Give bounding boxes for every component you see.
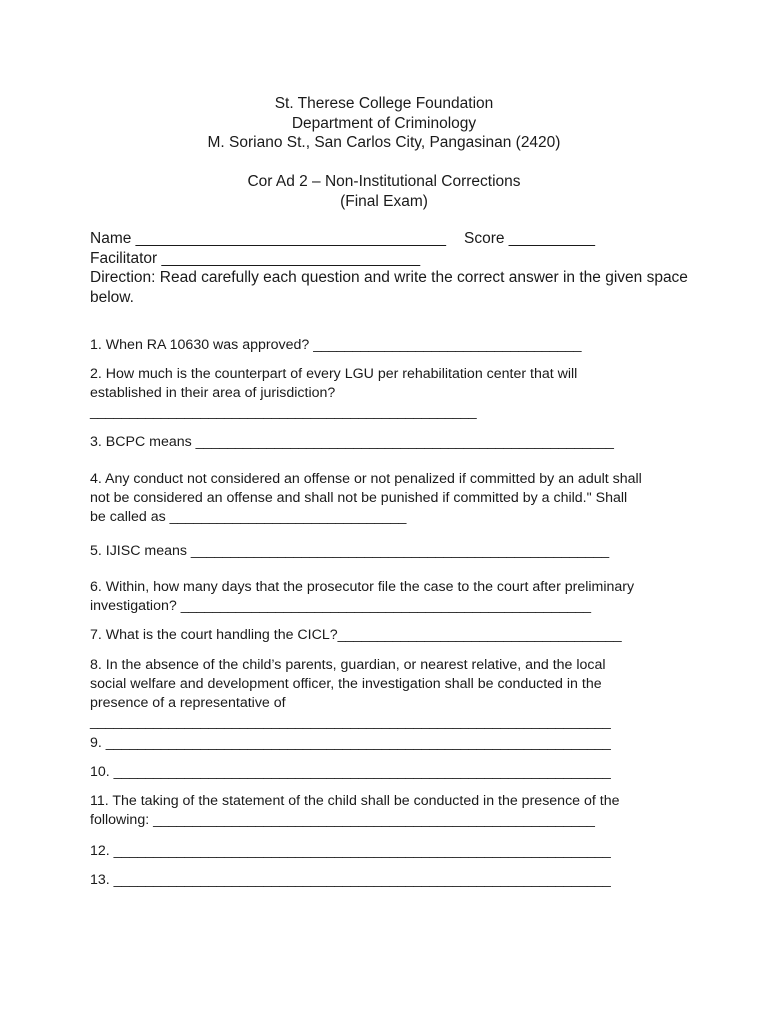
score-field: Score __________ xyxy=(464,230,596,247)
question-1: 1. When RA 10630 was approved? __________________________________ xyxy=(90,337,582,353)
course-title: Cor Ad 2 – Non-Institutional Corrections xyxy=(247,173,521,190)
question-11: 11. The taking of the statement of the child shall be conducted in the presence of the following: ________________________________________________________ xyxy=(90,793,620,828)
name-score-row xyxy=(90,229,690,249)
question-13: 13. _______________________________________________________________ xyxy=(90,872,611,888)
exam-title xyxy=(0,172,768,211)
question-8: 8. In the absence of the child’s parents, guardian, or nearest relative, and the local social welfare and development officer, the investigation shall be conducted in the presence of a representative of __________________________________________________________________ xyxy=(90,657,611,730)
question-9: 9. ________________________________________________________________ xyxy=(90,735,611,751)
school-header xyxy=(0,94,768,153)
question-2: 2. How much is the counterpart of every LGU per rehabilitation center that will established in their area of jurisdiction? _________________________________________________ xyxy=(90,366,578,420)
question-6: 6. Within, how many days that the prosecutor file the case to the court after preliminary investigation? ____________________________________________________ xyxy=(90,579,635,614)
name-field: Name ____________________________________ xyxy=(90,230,446,247)
school-address: M. Soriano St., San Carlos City, Pangasinan (2420) xyxy=(207,134,561,151)
question-10: 10. _______________________________________________________________ xyxy=(90,764,611,780)
facilitator-field: Facilitator ______________________________ xyxy=(90,249,421,267)
question-3: 3. BCPC means _____________________________________________________ xyxy=(90,434,614,450)
question-7: 7. What is the court handling the CICL?____________________________________ xyxy=(90,627,622,643)
department-name: Department of Criminology xyxy=(291,114,477,132)
student-info xyxy=(90,229,690,307)
question-5: 5. IJISC means _____________________________________________________ xyxy=(90,543,610,559)
exam-type: (Final Exam) xyxy=(340,192,428,210)
school-name: St. Therese College Foundation xyxy=(274,95,494,112)
question-12: 12. _______________________________________________________________ xyxy=(90,843,611,859)
question-4: 4. Any conduct not considered an offense or not penalized if committed by an adult shall not be considered an offense and shall not be punished if committed by a child." Shall be called as ______________________________ xyxy=(90,471,642,525)
directions-text: Direction: Read carefully each question and write the correct answer in the given space below. xyxy=(90,269,688,306)
